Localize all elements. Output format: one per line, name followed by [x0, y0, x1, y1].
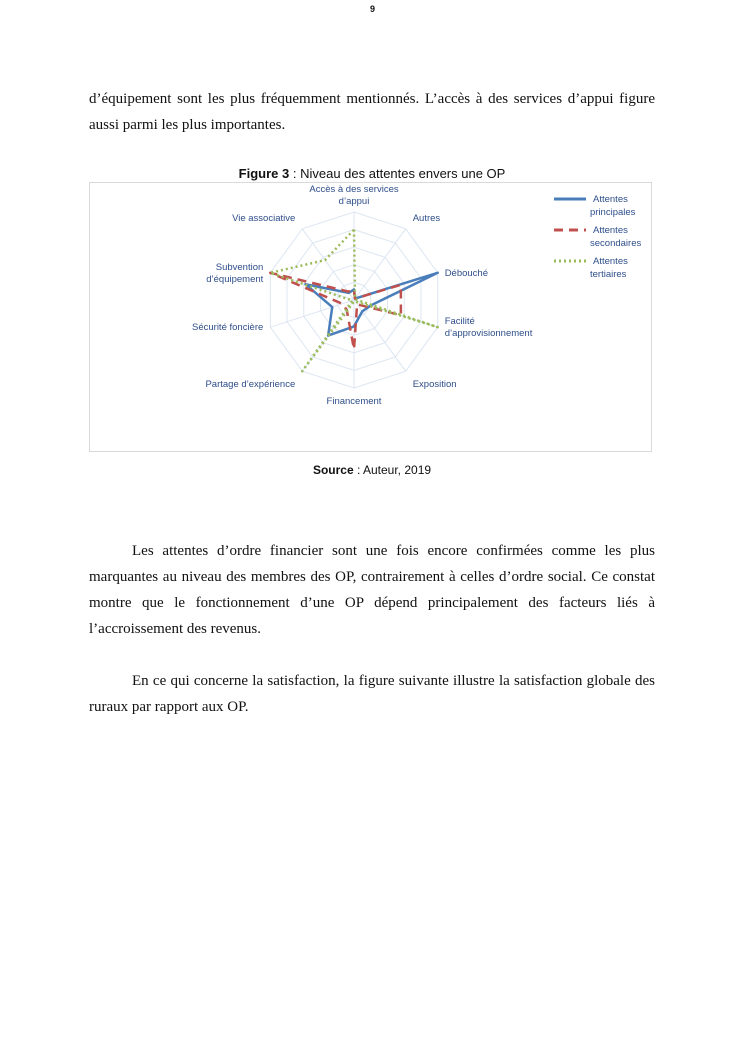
- radar-axis-label-line: Subvention: [215, 261, 264, 273]
- paragraph-1: Les attentes d’ordre financier sont une fois encore confirmées comme les plus marquantes au niveau des membres des OP, contrairement à celles d’ordre social. Ce constat montre que le fonctionnement d’une OP dépend principalement des facteurs liés à l’accroissement des revenus.: [89, 543, 655, 637]
- radar-chart-svg: [90, 183, 653, 453]
- radar-axis-label-line: Financement: [326, 396, 382, 407]
- radar-axis-label: [445, 316, 533, 339]
- radar-axis-label: [232, 213, 295, 224]
- legend-label-line: principales: [590, 207, 636, 218]
- radar-axis-label-line: Partage d’expérience: [205, 379, 296, 391]
- source-text: : Auteur, 2019: [353, 463, 432, 477]
- source-label: Source: [312, 463, 354, 477]
- intro-paragraph: d’équipement sont les plus fréquemment mentionnés. L’accès à des services d’appui figure aussi parmi les plus importantes.: [89, 91, 655, 133]
- radar-axis-label: [413, 379, 457, 390]
- legend-label-1: [590, 194, 636, 218]
- radar-axis-label: [413, 213, 441, 224]
- radar-axis-label-line: Vie associative: [232, 212, 296, 224]
- legend-label-line: tertiaires: [590, 269, 627, 280]
- radar-axis-label-line: Accès à des services: [309, 184, 399, 195]
- legend-label-line: secondaires: [590, 238, 642, 249]
- radar-axis-label: [327, 396, 382, 407]
- radar-axis-label-line: Sécurité foncière: [192, 322, 264, 334]
- radar-axis-label-line: d’appui: [338, 196, 370, 207]
- radar-chart: [89, 182, 652, 452]
- legend-label-2: [590, 225, 641, 249]
- radar-axis-label: [206, 262, 263, 285]
- figure-title: : Niveau des attentes envers une OP: [289, 166, 506, 181]
- figure-caption: [89, 166, 655, 181]
- figure-source: [89, 463, 655, 477]
- radar-spoke: [354, 229, 406, 300]
- radar-axis-label: [445, 268, 488, 279]
- radar-axis-label-line: d’approvisionnement: [444, 328, 533, 340]
- radar-axis-label-line: Exposition: [412, 379, 457, 391]
- paragraph-2: En ce qui concerne la satisfaction, la figure suivante illustre la satisfaction globale des ruraux par rapport aux OP.: [89, 673, 655, 715]
- radar-axis-label: [192, 322, 263, 333]
- radar-axis-label-line: Autres: [412, 212, 441, 224]
- legend-label-3: [590, 256, 628, 280]
- radar-axis-label: [309, 184, 398, 207]
- radar-axis-label: [205, 379, 295, 390]
- legend-label-line: Attentes: [593, 194, 628, 205]
- radar-axis-label-line: Facilité: [444, 316, 475, 328]
- radar-axis-label-line: d’équipement: [206, 273, 264, 285]
- radar-axis-label-line: Débouché: [444, 267, 489, 279]
- radar-spoke: [270, 300, 354, 327]
- legend-label-line: Attentes: [593, 225, 628, 236]
- legend-label-line: Attentes: [593, 256, 628, 267]
- page-number: 9: [369, 4, 375, 14]
- figure-label: Figure 3: [238, 166, 290, 181]
